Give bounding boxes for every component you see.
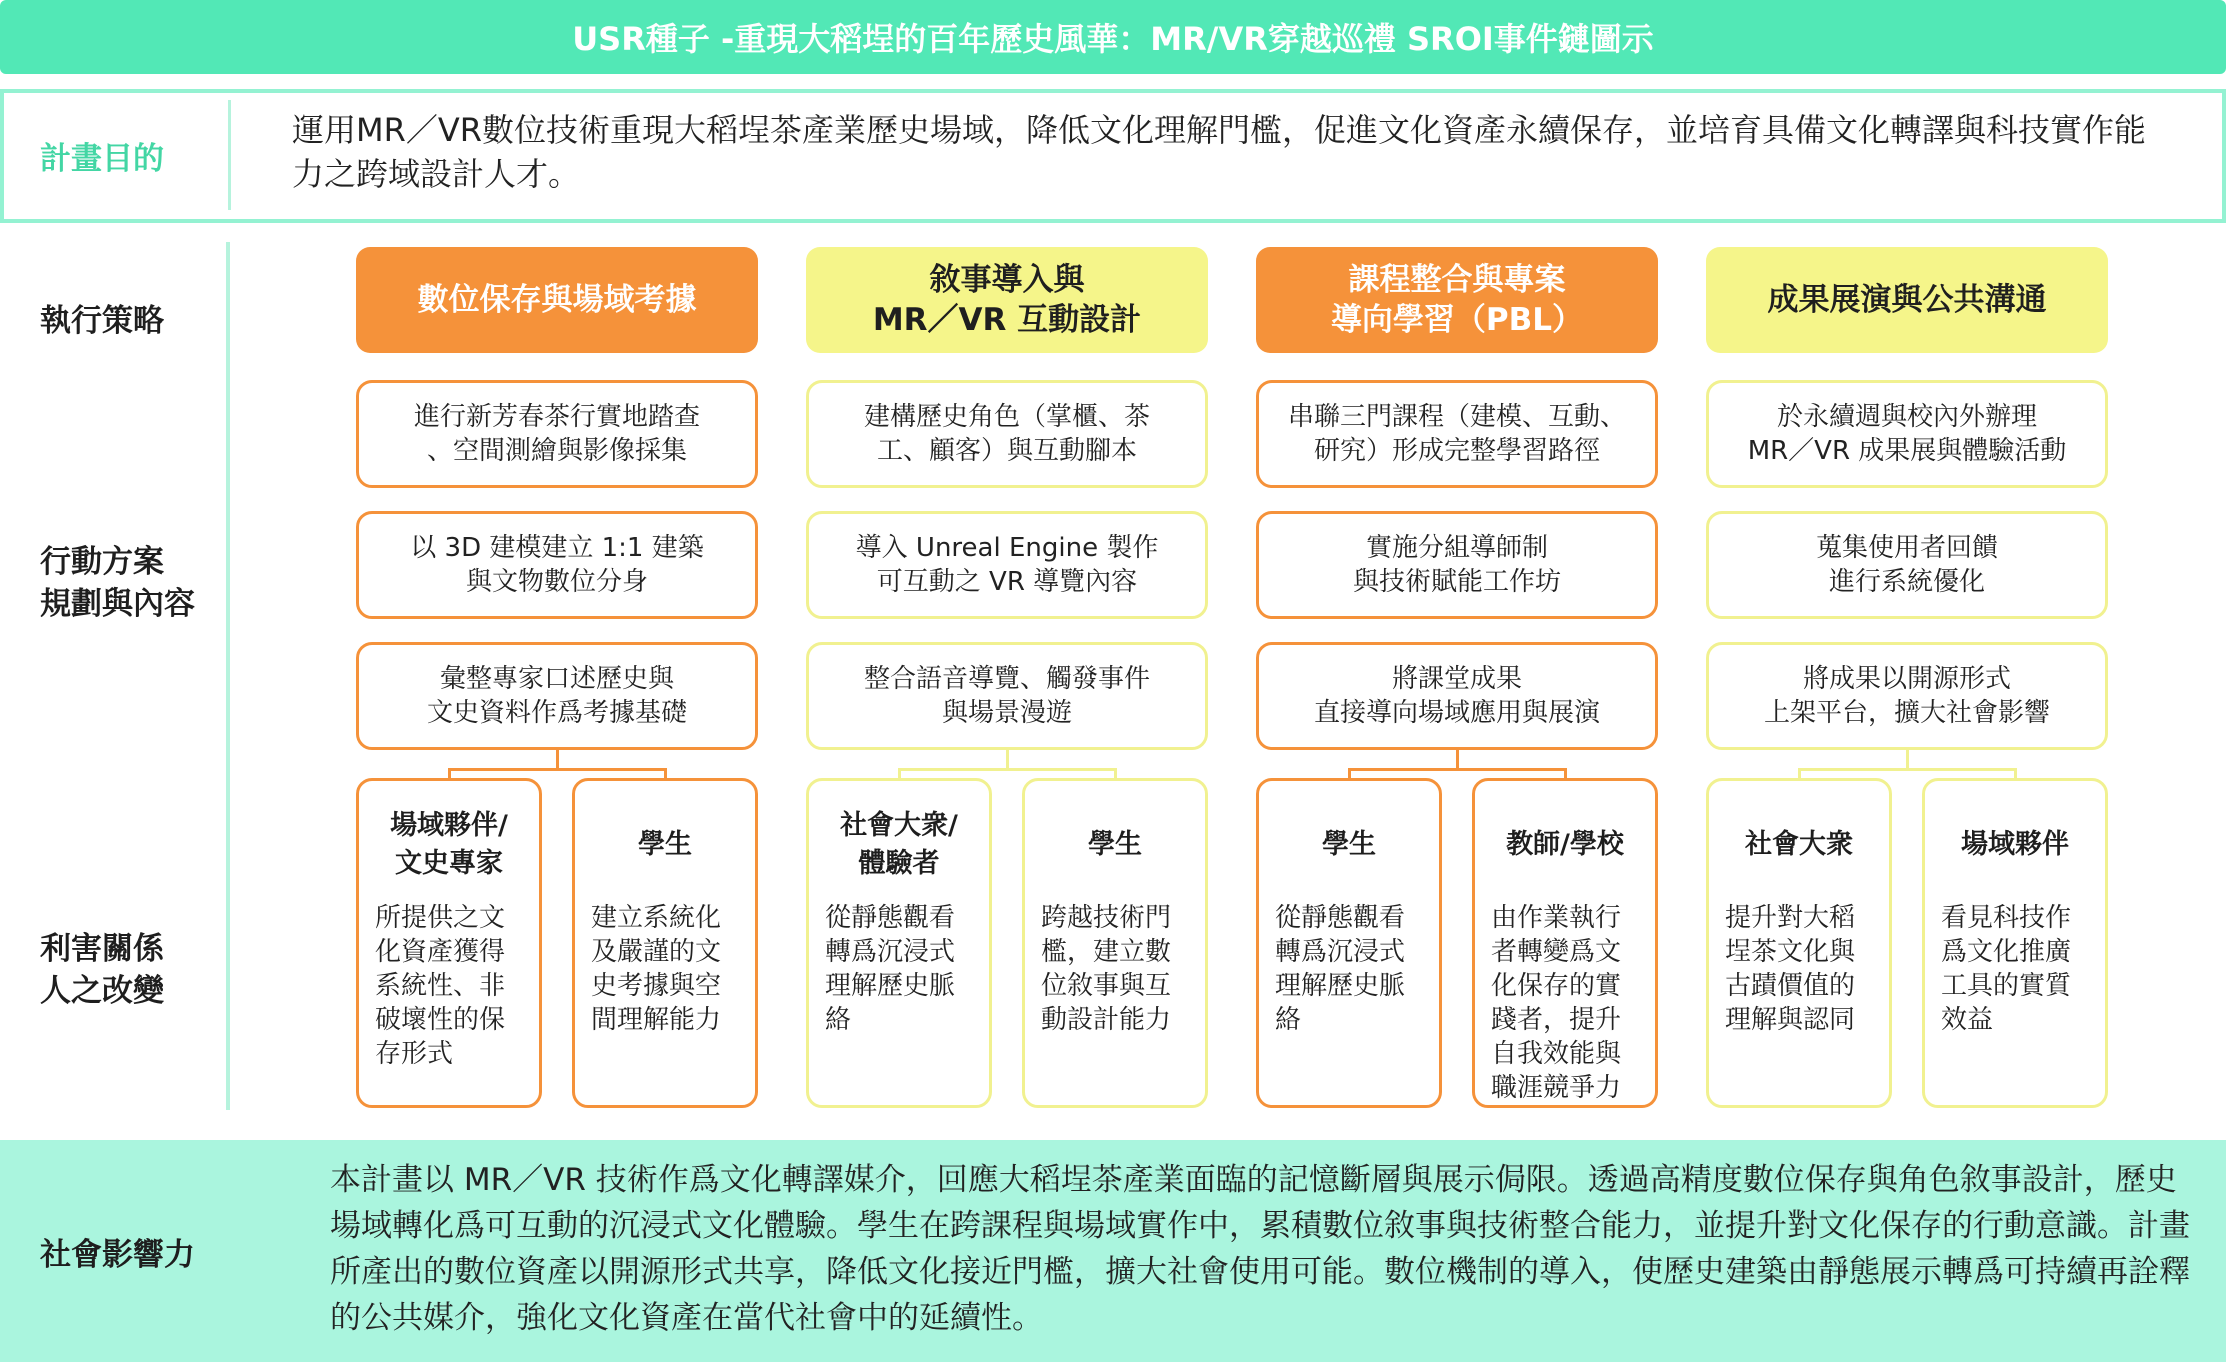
stakeholder-box xyxy=(1256,778,1442,1108)
stakeholder-change-text: 提升對大稻埕茶文化與古蹟價值的理解與認同 xyxy=(1725,903,1856,1035)
strategy-box: 數位保存與場域考據 xyxy=(356,247,758,353)
impact-label: 社會影響力 xyxy=(40,1237,195,1273)
purpose-text: 運用MR／VR數位技術重現大稻埕茶產業歷史場域，降低文化理解門檻，促進文化資產永續保存，並培育具備文化轉譯與科技實作能力之跨域設計人才。 xyxy=(292,111,2146,193)
stakeholder-title: 社會大衆 xyxy=(1745,829,1853,860)
connector-line xyxy=(664,768,667,778)
stakeholder-box xyxy=(1706,778,1892,1108)
stakeholder-title: 教師/學校 xyxy=(1506,829,1624,860)
action-row-label: 行動方案 規劃與內容 xyxy=(40,544,195,622)
stakeholder-title: 場域夥伴/ 文史專家 xyxy=(390,810,508,879)
action-box: 於永續週與校內外辦理 MR／VR 成果展與體驗活動 xyxy=(1706,380,2108,488)
action-box: 以 3D 建模建立 1:1 建築 與文物數位分身 xyxy=(356,511,758,619)
connector-line xyxy=(1006,750,1009,770)
connector-line xyxy=(1348,768,1351,778)
action-box: 串聯三門課程（建模、互動、 研究）形成完整學習路徑 xyxy=(1256,380,1658,488)
stakeholder-box xyxy=(806,778,992,1108)
connector-line xyxy=(556,750,559,770)
stakeholder-change-text: 由作業執行者轉變爲文化保存的實踐者，提升自我效能與職涯競爭力 xyxy=(1491,903,1622,1103)
action-box: 導入 Unreal Engine 製作 可互動之 VR 導覽內容 xyxy=(806,511,1208,619)
stakeholder-row-label: 利害關係 人之改變 xyxy=(40,931,164,1009)
connector-line xyxy=(1798,768,2017,771)
stakeholder-title: 社會大衆/ 體驗者 xyxy=(840,810,958,879)
connector-line xyxy=(1906,750,1909,770)
strategy-box: 成果展演與公共溝通 xyxy=(1706,247,2108,353)
connector-line xyxy=(898,768,901,778)
strategy-box: 敘事導入與 MR／VR 互動設計 xyxy=(806,247,1208,353)
stakeholder-box xyxy=(1022,778,1208,1108)
action-box: 彙整專家口述歷史與 文史資料作爲考據基礎 xyxy=(356,642,758,750)
connector-line xyxy=(1114,768,1117,778)
strategy-box: 課程整合與專案 導向學習（PBL） xyxy=(1256,247,1658,353)
action-box: 實施分組導師制 與技術賦能工作坊 xyxy=(1256,511,1658,619)
connector-line xyxy=(448,768,451,778)
stakeholder-box xyxy=(572,778,758,1108)
action-box: 蒐集使用者回饋 進行系統優化 xyxy=(1706,511,2108,619)
action-box: 進行新芳春茶行實地踏查 、空間測繪與影像採集 xyxy=(356,380,758,488)
stakeholder-change-text: 所提供之文化資產獲得系統性、非破壞性的保存形式 xyxy=(375,903,506,1069)
connector-line xyxy=(1456,750,1459,770)
impact-text: 本計畫以 MR／VR 技術作爲文化轉譯媒介，回應大稻埕茶產業面臨的記憶斷層與展示侷限。透過高精度數位保存與角色敘事設計，歷史場域轉化爲可互動的沉浸式文化體驗。學生在跨課程與場域實作中，累積數位敘事與技術整合能力，並提升對文化保存的行動意識。計畫所產出的數位資產以開源形式共享，降低文化接近門檻，擴大社會使用可能。數位機制的導入，使歷史建築由靜態展示轉爲可持續再詮釋的公共媒介，強化文化資產在當代社會中的延續性。 xyxy=(330,1162,2190,1336)
connector-line xyxy=(1798,768,1801,778)
strategy-row-label: 執行策略 xyxy=(40,303,164,339)
stakeholder-change-text: 從靜態觀看轉爲沉浸式理解歷史脈絡 xyxy=(1275,903,1406,1035)
stakeholder-title: 學生 xyxy=(1088,829,1142,860)
stakeholder-box xyxy=(1472,778,1658,1108)
stakeholder-change-text: 跨越技術門檻，建立數位敘事與互動設計能力 xyxy=(1041,903,1172,1035)
action-box: 將課堂成果 直接導向場域應用與展演 xyxy=(1256,642,1658,750)
stakeholder-title: 學生 xyxy=(1322,829,1376,860)
connector-line xyxy=(1564,768,1567,778)
stakeholder-title: 學生 xyxy=(638,829,692,860)
row-label-divider xyxy=(226,242,230,1110)
connector-line xyxy=(1348,768,1567,771)
stakeholder-box xyxy=(356,778,542,1108)
connector-line xyxy=(898,768,1117,771)
stakeholder-change-text: 建立系統化及嚴謹的文史考據與空間理解能力 xyxy=(591,903,722,1035)
purpose-divider xyxy=(228,100,231,210)
connector-line xyxy=(448,768,667,771)
purpose-label: 計畫目的 xyxy=(40,141,164,177)
page-title: USR種子 -重現大稻埕的百年歷史風華：MR/VR穿越巡禮 SROI事件鏈圖示 xyxy=(0,0,2226,74)
stakeholder-change-text: 從靜態觀看轉爲沉浸式理解歷史脈絡 xyxy=(825,903,956,1035)
connector-line xyxy=(2014,768,2017,778)
stakeholder-box xyxy=(1922,778,2108,1108)
action-box: 整合語音導覽、觸發事件 與場景漫遊 xyxy=(806,642,1208,750)
stakeholder-title: 場域夥伴 xyxy=(1961,829,2069,860)
stakeholder-change-text: 看見科技作爲文化推廣工具的實質效益 xyxy=(1941,903,2072,1035)
action-box: 將成果以開源形式 上架平台，擴大社會影響 xyxy=(1706,642,2108,750)
action-box: 建構歷史角色（掌櫃、茶 工、顧客）與互動腳本 xyxy=(806,380,1208,488)
